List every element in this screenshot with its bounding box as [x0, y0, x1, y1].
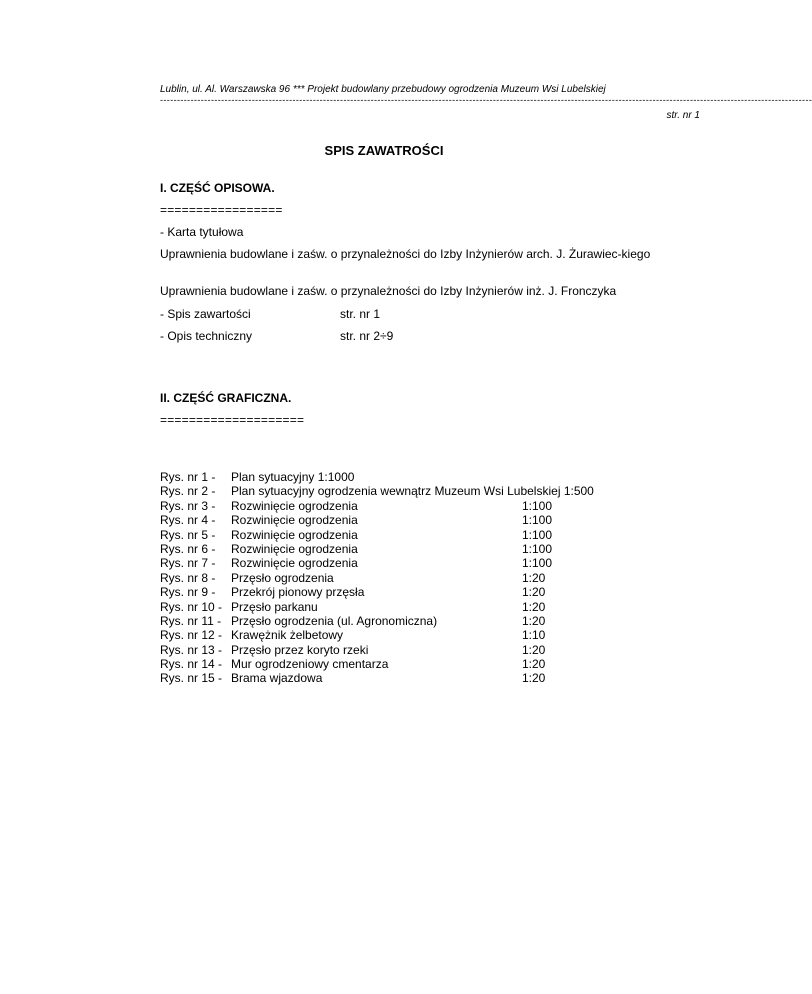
drawing-scale: 1:100 [522, 556, 553, 571]
drawing-number: Rys. nr 7 - [160, 556, 216, 571]
toc-label: - Opis techniczny [160, 329, 253, 343]
section2-heading: II. CZĘŚĆ GRAFICZNA. [160, 391, 292, 405]
drawing-scale: 1:20 [522, 642, 546, 657]
drawing-scale: 1:100 [522, 498, 553, 513]
drawing-description: Przęsło ogrodzenia (ul. Agronomiczna) [231, 613, 438, 628]
drawing-number: Rys. nr 15 - [160, 671, 223, 686]
drawing-scale: 1:20 [522, 585, 546, 600]
drawing-description: Rozwinięcie ogrodzenia [231, 513, 358, 528]
item-title-page: - Karta tytułowa [160, 225, 244, 239]
drawing-number: Rys. nr 3 - [160, 498, 216, 513]
toc-row [160, 329, 560, 344]
drawing-description: Rozwinięcie ogrodzenia [231, 541, 358, 556]
section1-underline: ================= [160, 203, 283, 217]
document-title: SPIS ZAWATROŚCI [324, 143, 444, 158]
drawing-description: Przekrój pionowy przęsła [231, 585, 365, 600]
section2-underline: ==================== [160, 413, 305, 427]
section1-heading: I. CZĘŚĆ OPISOWA. [160, 181, 275, 195]
drawing-number: Rys. nr 12 - [160, 628, 223, 643]
drawing-description: Przęsło ogrodzenia [231, 570, 334, 585]
drawing-number: Rys. nr 11 - [160, 613, 222, 628]
drawing-number: Rys. nr 5 - [160, 527, 216, 542]
drawing-description: Rozwinięcie ogrodzenia [231, 556, 358, 571]
drawing-description: Przęsło parkanu [231, 599, 318, 614]
drawing-description: Plan sytuacyjny 1:1000 [231, 470, 355, 484]
drawing-number: Rys. nr 6 - [160, 541, 216, 556]
drawing-scale: 1:20 [522, 657, 546, 672]
drawing-description: Krawężnik żelbetowy [231, 628, 344, 643]
drawing-description: Brama wjazdowa [231, 671, 323, 686]
toc-row [160, 307, 560, 322]
drawing-scale: 1:20 [522, 570, 546, 585]
toc-page: str. nr 1 [340, 307, 381, 321]
drawing-number: Rys. nr 4 - [160, 513, 216, 528]
drawing-number: Rys. nr 10 - [160, 599, 223, 614]
item-permits-zurawiecki: Uprawnienia budowlane i zaśw. o przynależności do Izby Inżynierów arch. J. Żurawiec-kiego [160, 247, 651, 261]
drawing-description: Plan sytuacyjny ogrodzenia wewnątrz Muzeum Wsi Lubelskiej 1:500 [231, 484, 594, 499]
drawing-scale: 1:100 [522, 513, 553, 528]
drawing-scale: 1:20 [522, 599, 546, 614]
drawing-number: Rys. nr 1 - [160, 470, 216, 484]
item-permits-fronczyk: Uprawnienia budowlane i zaśw. o przynależności do Izby Inżynierów inż. J. Fronczyka [160, 284, 617, 298]
drawing-description: Rozwinięcie ogrodzenia [231, 498, 358, 513]
drawing-number: Rys. nr 8 - [160, 570, 216, 585]
header-separator: ------------------------------------------------------------------------------------------------------------------------------------------------------------------------------------------------ [160, 95, 812, 105]
drawing-number: Rys. nr 2 - [160, 484, 216, 499]
drawing-scale: 1:100 [522, 527, 553, 542]
running-header: Lublin, ul. Al. Warszawska 96 *** Projekt budowlany przebudowy ogrodzenia Muzeum Wsi Lubelskiej [160, 84, 606, 95]
drawing-scale: 1:20 [522, 613, 546, 628]
page-number: str. nr 1 [666, 110, 700, 121]
drawing-number: Rys. nr 14 - [160, 657, 223, 672]
drawing-scale: 1:100 [522, 541, 553, 556]
toc-label: - Spis zawartości [160, 307, 251, 321]
drawing-scale: 1:20 [522, 671, 546, 686]
toc-page: str. nr 2÷9 [340, 329, 394, 343]
drawing-scale: 1:10 [522, 628, 546, 643]
drawing-number: Rys. nr 13 - [160, 642, 223, 657]
drawing-description: Przęsło przez koryto rzeki [231, 642, 369, 657]
drawing-description: Mur ogrodzeniowy cmentarza [231, 657, 389, 672]
drawing-description: Rozwinięcie ogrodzenia [231, 527, 358, 542]
drawing-number: Rys. nr 9 - [160, 585, 216, 600]
